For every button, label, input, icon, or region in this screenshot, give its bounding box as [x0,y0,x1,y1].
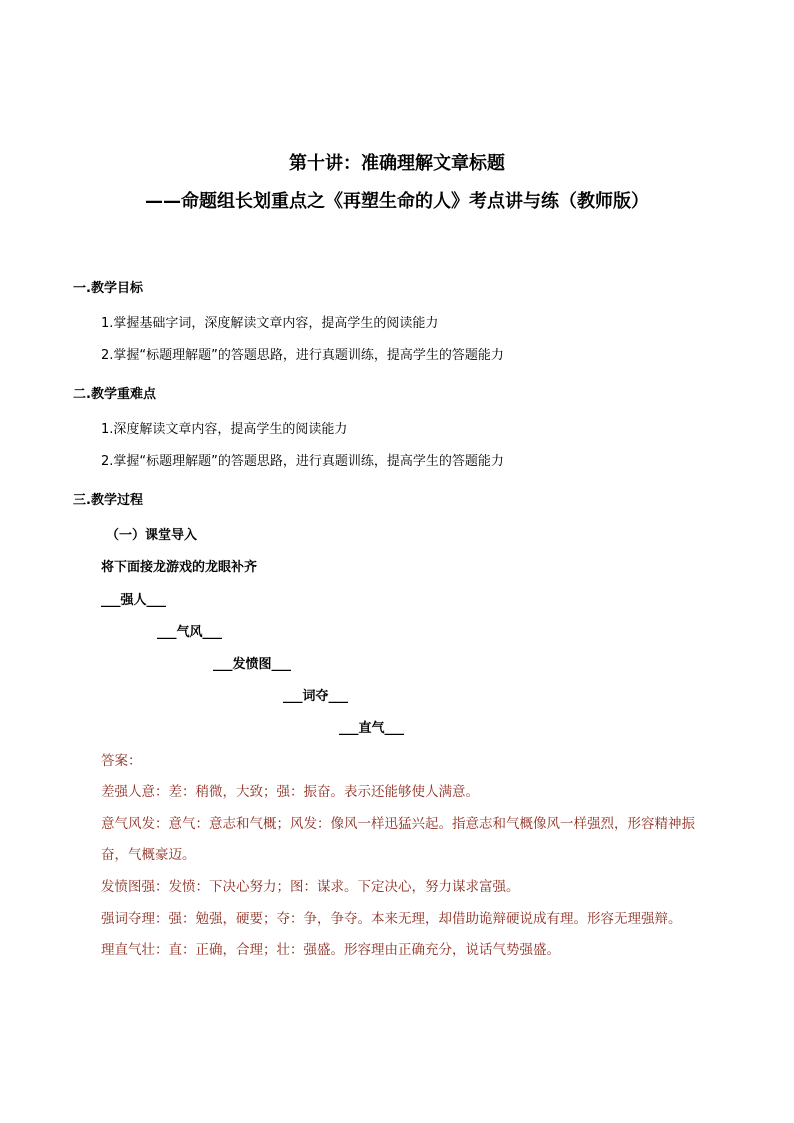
list-item: 2.掌握“标题理解题”的答题思路，进行真题训练，提高学生的答题能力 [101,454,504,469]
answer-line: 强词夺理：强：勉强，硬要；夺：争，争夺。本来无理，却借助诡辩硬说成有理。形容无理强辩。 [101,911,682,927]
answer-line: 发愤图强：发愤：下决心努力；图：谋求。下定决心，努力谋求富强。 [101,879,520,895]
chain-item: ___直气___ [339,721,405,736]
page-subtitle: ——命题组长划重点之《再塑生命的人》考点讲与练（教师版） [145,191,649,212]
answer-line: 奋，气概豪迈。 [101,847,196,863]
section-heading-process: 三.教学过程 [73,493,143,508]
page-title: 第十讲：准确理解文章标题 [289,153,505,174]
instruction-text: 将下面接龙游戏的龙眼补齐 [101,560,258,575]
answer-label: 答案： [101,753,142,769]
answer-line: 差强人意：差：稍微，大致；强：振奋。表示还能够使人满意。 [101,784,479,800]
list-item: 2.掌握“标题理解题”的答题思路，进行真题训练，提高学生的答题能力 [101,348,504,363]
section-heading-key-points: 二.教学重难点 [73,387,156,402]
section-heading-goals: 一.教学目标 [73,281,143,296]
chain-item: ___词夺___ [283,689,349,704]
chain-item: ___气风___ [157,625,223,640]
answer-line: 理直气壮：直：正确，合理；壮：强盛。形容理由正确充分，说话气势强盛。 [101,942,560,958]
list-item: 1.掌握基础字词，深度解读文章内容，提高学生的阅读能力 [101,316,439,331]
list-item: 1.深度解读文章内容，提高学生的阅读能力 [101,422,348,437]
answer-line: 意气风发：意气：意志和气概；风发：像风一样迅猛兴起。指意志和气概像风一样强烈，形容精神振 [101,816,695,832]
chain-item: ___强人___ [101,593,167,608]
sub-heading: （一）课堂导入 [106,528,198,543]
chain-item: ___发愤图___ [213,657,292,672]
